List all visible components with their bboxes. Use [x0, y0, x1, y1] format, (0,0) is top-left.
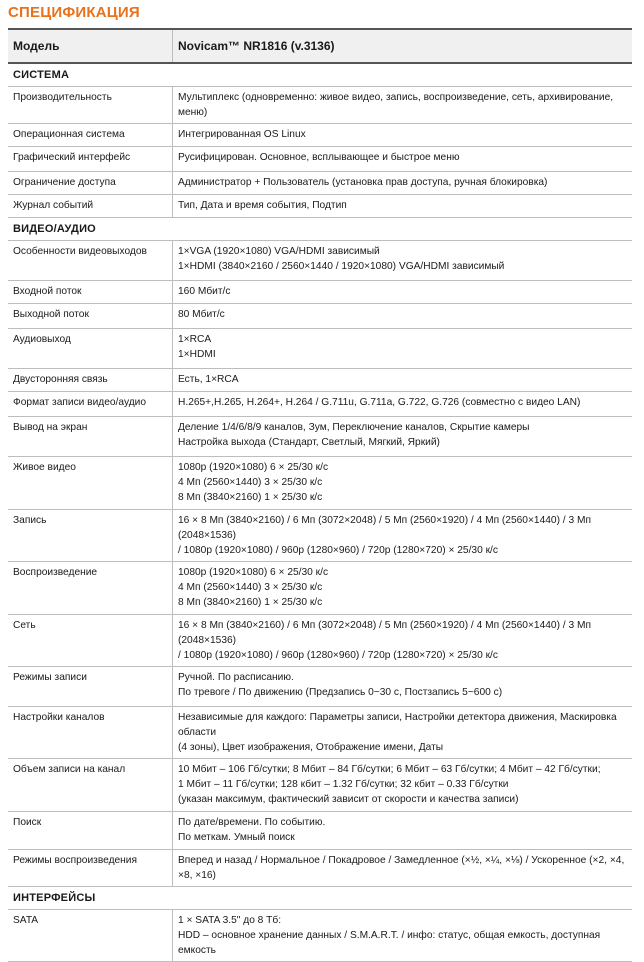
spec-label: SATA — [13, 915, 39, 926]
spec-label: Ограничение доступа — [13, 177, 116, 188]
spec-row — [8, 172, 632, 195]
spec-label: Настройки каналов — [13, 712, 105, 723]
section-title: ИНТЕРФЕЙСЫ — [13, 892, 96, 904]
spec-value: H.265+,H.265, H.264+, H.264 / G.711u, G.711a, G.722, G.726 (совместно с видео LAN) — [172, 392, 632, 416]
spec-value: 1080p (1920×1080) 6 × 25/30 к/с 4 Мп (2560×1440) 3 × 25/30 к/с 8 Мп (3840×2160) 1 × 25/30 к/с — [172, 562, 632, 614]
spec-label: Двусторонняя связь — [13, 374, 108, 385]
spec-value: 16 × 8 Мп (3840×2160) / 6 Мп (3072×2048) / 5 Мп (2560×1920) / 4 Мп (2560×1440) / 3 Мп (2048×1536) / 1080p (1920×1080) / 960p (1280×960) / 720p (1280×720) × 25/30 к/с — [172, 510, 632, 561]
spec-table — [8, 64, 632, 962]
spec-label: Живое видео — [13, 462, 76, 473]
spec-label: Входной поток — [13, 286, 82, 297]
spec-value: 1×RCA 1×HDMI — [172, 329, 632, 368]
spec-value: 80 Мбит/с — [172, 304, 632, 328]
spec-row — [8, 910, 632, 962]
header-value: Novicam™ NR1816 (v.3136) — [172, 30, 632, 62]
spec-value: Деление 1/4/6/8/9 каналов, Зум, Переключение каналов, Скрытие камеры Настройка выхода (Стандарт, Светлый, Мягкий, Яркий) — [172, 417, 632, 456]
spec-value: Ручной. По расписанию. По тревоге / По движению (Предзапись 0~30 с, Постзапись 5~600 с) — [172, 667, 632, 706]
spec-row — [8, 195, 632, 218]
spec-label: Запись — [13, 515, 47, 526]
section-header — [8, 218, 632, 241]
spec-value: 1080p (1920×1080) 6 × 25/30 к/с 4 Мп (2560×1440) 3 × 25/30 к/с 8 Мп (3840×2160) 1 × 25/30 к/с — [172, 457, 632, 509]
spec-label: Особенности видеовыходов — [13, 246, 147, 257]
spec-row — [8, 304, 632, 329]
spec-value: Независимые для каждого: Параметры записи, Настройки детектора движения, Маскировка области (4 зоны), Цвет изображения, Отображение имени, Даты — [172, 707, 632, 758]
spec-value: Интегрированная OS Linux — [172, 124, 632, 146]
spec-value: Администратор + Пользователь (установка прав доступа, ручная блокировка) — [172, 172, 632, 194]
spec-row — [8, 707, 632, 759]
section-header — [8, 64, 632, 87]
spec-header-row — [8, 30, 632, 64]
spec-label: Графический интерфейс — [13, 152, 131, 163]
spec-value: Есть, 1×RCA — [172, 369, 632, 391]
spec-label: Поиск — [13, 817, 42, 828]
spec-value: Русифицирован. Основное, всплывающее и быстрое меню — [172, 147, 632, 171]
spec-row — [8, 812, 632, 850]
spec-value: 160 Мбит/с — [172, 281, 632, 303]
spec-value: Вперед и назад / Нормальное / Покадровое / Замедленное (×½, ×¼, ×⅛) / Ускоренное (×2, ×4, ×8, ×16) — [172, 850, 632, 886]
spec-value: По дате/времени. По событию. По меткам. Умный поиск — [172, 812, 632, 849]
section-header — [8, 887, 632, 910]
spec-row — [8, 329, 632, 369]
spec-row — [8, 147, 632, 172]
spec-row — [8, 392, 632, 417]
spec-label: Вывод на экран — [13, 422, 88, 433]
spec-row — [8, 850, 632, 887]
spec-row — [8, 759, 632, 812]
spec-row — [8, 124, 632, 147]
spec-value: 10 Мбит – 106 Гб/сутки; 8 Мбит – 84 Гб/сутки; 6 Мбит – 63 Гб/сутки; 4 Мбит – 42 Гб/сутки; 1 Мбит – 11 Гб/сутки; 128 кбит – 1.32 Гб/сутки; 32 кбит – 0.33 Гб/сутки (указан максимум, фактический зависит от скорости и качества записи) — [172, 759, 632, 811]
spec-value: Тип, Дата и время события, Подтип — [172, 195, 632, 217]
spec-label: Объем записи на канал — [13, 764, 126, 775]
spec-label: Воспроизведение — [13, 567, 98, 578]
spec-value: Мультиплекс (одновременно: живое видео, запись, воспроизведение, сеть, архивирование, меню) — [172, 87, 632, 123]
spec-label: Операционная система — [13, 129, 125, 140]
section-title: ВИДЕО/АУДИО — [13, 223, 96, 235]
spec-row — [8, 281, 632, 304]
spec-label: Сеть — [13, 620, 36, 631]
spec-row — [8, 369, 632, 392]
header-label: Модель — [13, 38, 60, 53]
spec-row — [8, 241, 632, 281]
spec-row — [8, 562, 632, 615]
spec-label: Производительность — [13, 92, 112, 103]
spec-value: 16 × 8 Мп (3840×2160) / 6 Мп (3072×2048) / 5 Мп (2560×1920) / 4 Мп (2560×1440) / 3 Мп (2048×1536) / 1080p (1920×1080) / 960p (1280×960) / 720p (1280×720) × 25/30 к/с — [172, 615, 632, 666]
spec-label: Формат записи видео/аудио — [13, 397, 146, 408]
spec-row — [8, 457, 632, 510]
spec-value: 1×VGA (1920×1080) VGA/HDMI зависимый 1×HDMI (3840×2160 / 2560×1440 / 1920×1080) VGA/HDMI зависимый — [172, 241, 632, 280]
spec-row — [8, 667, 632, 707]
spec-label: Журнал событий — [13, 200, 94, 211]
spec-label: Выходной поток — [13, 309, 89, 320]
section-title: СИСТЕМА — [13, 69, 70, 81]
spec-label: Режимы воспроизведения — [13, 855, 138, 866]
spec-label: Аудиовыход — [13, 334, 71, 345]
spec-value: 1 × SATA 3.5" до 8 Тб: HDD – основное хранение данных / S.M.A.R.T. / инфо: статус, общая емкость, доступная емкость — [172, 910, 632, 961]
page-title: СПЕЦИФИКАЦИЯ — [8, 4, 140, 21]
spec-label: Режимы записи — [13, 672, 87, 683]
spec-row — [8, 87, 632, 124]
spec-row — [8, 417, 632, 457]
spec-row — [8, 615, 632, 667]
spec-row — [8, 510, 632, 562]
